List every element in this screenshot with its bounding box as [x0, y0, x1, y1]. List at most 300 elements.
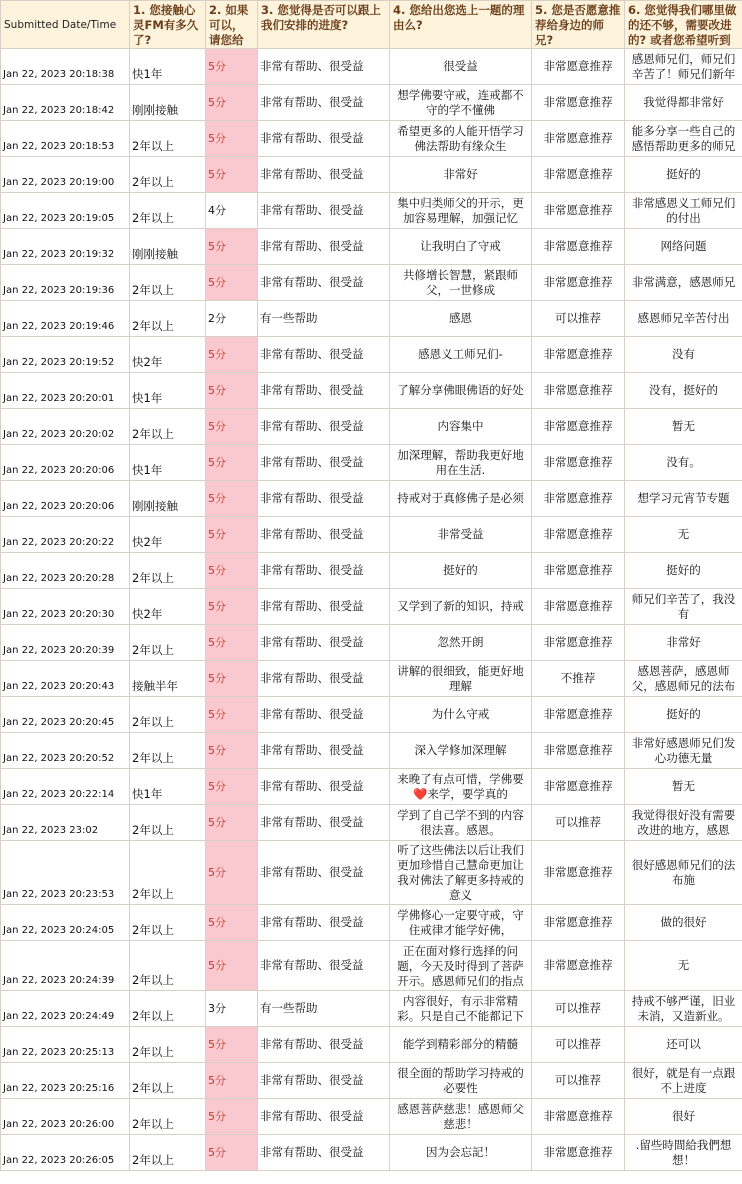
score-cell[interactable]: 5分: [206, 445, 258, 481]
reason-cell-text: 深入学修加深理解: [414, 743, 507, 757]
recommend-cell[interactable]: 非常愿意推荐: [532, 409, 625, 445]
table-row: [1, 1135, 742, 1171]
improve-cell-text: 非常好感恩师兄们发心功德无量: [631, 735, 736, 765]
reason-cell[interactable]: [390, 193, 532, 229]
recommend-cell[interactable]: 可以推荐: [532, 805, 625, 841]
score-cell[interactable]: 5分: [206, 1063, 258, 1099]
table-row: [1, 905, 742, 941]
header-q5-recommend[interactable]: 5. 您是否愿意推荐给身边的师兄?: [532, 1, 625, 49]
table-row: [1, 85, 742, 121]
table-body: [1, 49, 742, 1171]
score-cell[interactable]: 5分: [206, 805, 258, 841]
date-cell[interactable]: Jan 22, 2023 20:25:13: [1, 1027, 130, 1063]
improve-cell-text: 做的很好: [660, 915, 707, 929]
table-row: [1, 265, 742, 301]
table-row: [1, 445, 742, 481]
improve-cell-text: 非常满意，感恩师兄: [631, 275, 736, 289]
score-cell[interactable]: 5分: [206, 941, 258, 991]
reason-cell-text: 学佛修心一定要守戒，守住戒律才能学好佛，: [397, 907, 524, 937]
table-row: [1, 769, 742, 805]
table-row: [1, 193, 742, 229]
date-cell[interactable]: Jan 22, 2023 20:18:38: [1, 49, 130, 85]
reason-cell[interactable]: [390, 941, 532, 991]
reason-cell[interactable]: [390, 1063, 532, 1099]
duration-cell[interactable]: 2年以上: [130, 991, 206, 1027]
date-cell[interactable]: Jan 22, 2023 20:20:01: [1, 373, 130, 409]
duration-cell[interactable]: 2年以上: [130, 1135, 206, 1171]
score-cell[interactable]: 5分: [206, 409, 258, 445]
header-q6-improve[interactable]: 6. 您觉得我们哪里做的还不够，需要改进的? 或者您希望听到: [625, 1, 742, 49]
pace-cell[interactable]: 非常有帮助、很受益: [258, 733, 390, 769]
improve-cell[interactable]: [625, 121, 742, 157]
score-cell[interactable]: 5分: [206, 661, 258, 697]
pace-cell[interactable]: 非常有帮助、很受益: [258, 337, 390, 373]
improve-cell[interactable]: [625, 85, 742, 121]
improve-cell[interactable]: [625, 157, 742, 193]
recommend-cell[interactable]: 非常愿意推荐: [532, 121, 625, 157]
duration-cell[interactable]: 2年以上: [130, 301, 206, 337]
reason-cell[interactable]: [390, 85, 532, 121]
date-cell[interactable]: Jan 22, 2023 20:24:05: [1, 905, 130, 941]
score-cell[interactable]: 5分: [206, 481, 258, 517]
date-cell[interactable]: Jan 22, 2023 20:20:39: [1, 625, 130, 661]
score-cell[interactable]: 5分: [206, 841, 258, 905]
pace-cell[interactable]: 非常有帮助、很受益: [258, 697, 390, 733]
date-cell[interactable]: Jan 22, 2023 20:19:46: [1, 301, 130, 337]
reason-cell[interactable]: [390, 589, 532, 625]
pace-cell[interactable]: 非常有帮助、很受益: [258, 49, 390, 85]
recommend-cell[interactable]: 可以推荐: [532, 991, 625, 1027]
date-cell[interactable]: Jan 22, 2023 20:19:05: [1, 193, 130, 229]
reason-cell-text: 很受益: [443, 59, 478, 73]
improve-cell-text: 很好，就是有一点跟不上进度: [631, 1065, 736, 1095]
improve-cell-text: 挺好的: [666, 167, 701, 181]
date-cell[interactable]: Jan 22, 2023 20:19:32: [1, 229, 130, 265]
date-cell[interactable]: Jan 22, 2023 20:18:42: [1, 85, 130, 121]
improve-cell-text: 持戒不够严谨，旧业未消，又造新业。: [631, 993, 736, 1023]
recommend-cell[interactable]: 非常愿意推荐: [532, 1135, 625, 1171]
date-cell[interactable]: Jan 22, 2023 20:20:28: [1, 553, 130, 589]
improve-cell-text: 很好感恩师兄们的法布施: [631, 857, 736, 887]
reason-cell[interactable]: [390, 769, 532, 805]
date-cell[interactable]: Jan 22, 2023 20:20:06: [1, 481, 130, 517]
date-cell[interactable]: Jan 22, 2023 20:20:02: [1, 409, 130, 445]
date-cell[interactable]: Jan 22, 2023 20:26:00: [1, 1099, 130, 1135]
improve-cell-text: 很好: [672, 1109, 695, 1123]
date-cell[interactable]: Jan 22, 2023 20:19:00: [1, 157, 130, 193]
reason-cell[interactable]: [390, 841, 532, 905]
header-submitted-date[interactable]: Submitted Date/Time: [1, 1, 130, 49]
score-cell[interactable]: 5分: [206, 373, 258, 409]
table-row: [1, 229, 742, 265]
reason-cell[interactable]: [390, 373, 532, 409]
recommend-cell[interactable]: 非常愿意推荐: [532, 553, 625, 589]
reason-cell[interactable]: [390, 1135, 532, 1171]
reason-cell[interactable]: [390, 481, 532, 517]
improve-cell[interactable]: [625, 445, 742, 481]
table-row: [1, 733, 742, 769]
improve-cell[interactable]: [625, 991, 742, 1027]
improve-cell-text: 挺好的: [666, 707, 701, 721]
score-cell[interactable]: 2分: [206, 301, 258, 337]
table-row: [1, 661, 742, 697]
improve-cell[interactable]: [625, 625, 742, 661]
table-row: [1, 49, 742, 85]
pace-cell[interactable]: 非常有帮助、很受益: [258, 941, 390, 991]
date-cell[interactable]: Jan 22, 2023 20:19:52: [1, 337, 130, 373]
recommend-cell[interactable]: 非常愿意推荐: [532, 337, 625, 373]
improve-cell-text: 没有。: [666, 455, 701, 469]
improve-cell[interactable]: [625, 1063, 742, 1099]
improve-cell[interactable]: [625, 841, 742, 905]
duration-cell[interactable]: 快1年: [130, 49, 206, 85]
improve-cell-text: 感恩菩萨，感恩师父，感恩师兄的法布: [631, 663, 736, 693]
pace-cell[interactable]: 非常有帮助、很受益: [258, 1063, 390, 1099]
reason-cell[interactable]: [390, 301, 532, 337]
reason-cell-text: 讲解的很细致，能更好地理解: [397, 663, 524, 693]
reason-cell-text: 内容集中: [437, 419, 484, 433]
improve-cell[interactable]: [625, 373, 742, 409]
pace-cell[interactable]: 非常有帮助、很受益: [258, 445, 390, 481]
score-cell[interactable]: 5分: [206, 589, 258, 625]
duration-cell[interactable]: 2年以上: [130, 1099, 206, 1135]
table-row: [1, 481, 742, 517]
recommend-cell[interactable]: 非常愿意推荐: [532, 373, 625, 409]
score-cell[interactable]: 5分: [206, 1099, 258, 1135]
table-row: [1, 805, 742, 841]
table-row: [1, 941, 742, 991]
reason-cell-text: 又学到了新的知识，持戒: [397, 599, 524, 613]
duration-cell[interactable]: 2年以上: [130, 553, 206, 589]
table-row: [1, 409, 742, 445]
recommend-cell[interactable]: 非常愿意推荐: [532, 265, 625, 301]
table-row: [1, 1099, 742, 1135]
duration-cell[interactable]: 刚刚接触: [130, 229, 206, 265]
improve-cell[interactable]: [625, 733, 742, 769]
date-cell[interactable]: Jan 22, 2023 20:24:39: [1, 941, 130, 991]
recommend-cell[interactable]: 非常愿意推荐: [532, 193, 625, 229]
reason-cell[interactable]: [390, 409, 532, 445]
score-cell[interactable]: 3分: [206, 991, 258, 1027]
pace-cell[interactable]: 非常有帮助、很受益: [258, 85, 390, 121]
score-cell[interactable]: 5分: [206, 1027, 258, 1063]
improve-cell[interactable]: [625, 1027, 742, 1063]
recommend-cell[interactable]: 非常愿意推荐: [532, 589, 625, 625]
pace-cell[interactable]: 有一些帮助: [258, 301, 390, 337]
score-cell[interactable]: 5分: [206, 121, 258, 157]
pace-cell[interactable]: 非常有帮助、很受益: [258, 121, 390, 157]
pace-cell[interactable]: 非常有帮助、很受益: [258, 769, 390, 805]
pace-cell[interactable]: 非常有帮助、很受益: [258, 265, 390, 301]
pace-cell[interactable]: 非常有帮助、很受益: [258, 841, 390, 905]
duration-cell[interactable]: 2年以上: [130, 265, 206, 301]
improve-cell[interactable]: [625, 805, 742, 841]
recommend-cell[interactable]: 非常愿意推荐: [532, 229, 625, 265]
reason-cell[interactable]: [390, 229, 532, 265]
improve-cell[interactable]: [625, 193, 742, 229]
improve-cell[interactable]: [625, 697, 742, 733]
table-row: [1, 301, 742, 337]
reason-cell-text: 希望更多的人能开悟学习佛法帮助有缘众生: [397, 123, 524, 153]
recommend-cell[interactable]: 非常愿意推荐: [532, 733, 625, 769]
reason-cell[interactable]: [390, 517, 532, 553]
score-cell[interactable]: 5分: [206, 625, 258, 661]
improve-cell[interactable]: [625, 301, 742, 337]
improve-cell[interactable]: [625, 553, 742, 589]
duration-cell[interactable]: 2年以上: [130, 841, 206, 905]
reason-cell-text: 忽然开朗: [437, 635, 484, 649]
header-q2-score[interactable]: 2. 如果可以，请您给: [206, 1, 258, 49]
date-cell[interactable]: Jan 22, 2023 20:19:36: [1, 265, 130, 301]
pace-cell[interactable]: 非常有帮助、很受益: [258, 589, 390, 625]
reason-cell[interactable]: [390, 121, 532, 157]
reason-cell-text: 为什么守戒: [431, 707, 490, 721]
duration-cell[interactable]: 2年以上: [130, 193, 206, 229]
improve-cell[interactable]: [625, 1135, 742, 1171]
reason-cell-text: 学到了自己学不到的内容很法喜。感恩。: [397, 807, 524, 837]
date-cell[interactable]: Jan 22, 2023 20:23:53: [1, 841, 130, 905]
improve-cell-text: 感恩师兄们，师兄们辛苦了！师兄们新年: [631, 51, 736, 81]
reason-cell[interactable]: [390, 733, 532, 769]
reason-cell-text: 因为会忘記！: [426, 1145, 495, 1159]
recommend-cell[interactable]: 非常愿意推荐: [532, 905, 625, 941]
reason-cell[interactable]: [390, 445, 532, 481]
score-cell[interactable]: 5分: [206, 49, 258, 85]
recommend-cell[interactable]: 非常愿意推荐: [532, 841, 625, 905]
duration-cell[interactable]: 快1年: [130, 373, 206, 409]
improve-cell-text: .留些時間給我們想想！: [635, 1137, 732, 1167]
reason-cell-text: 能学到精彩部分的精髓: [403, 1037, 518, 1051]
reason-cell-text: 让我明白了守戒: [420, 239, 501, 253]
reason-cell-text: 集中归类师父的开示，更加容易理解，加强记忆: [397, 195, 524, 225]
pace-cell[interactable]: 非常有帮助、很受益: [258, 481, 390, 517]
score-cell[interactable]: 5分: [206, 517, 258, 553]
reason-cell[interactable]: [390, 625, 532, 661]
pace-cell[interactable]: 非常有帮助、很受益: [258, 517, 390, 553]
score-cell[interactable]: 5分: [206, 265, 258, 301]
reason-cell[interactable]: [390, 265, 532, 301]
improve-cell-text: 还可以: [666, 1037, 701, 1051]
score-cell[interactable]: 5分: [206, 229, 258, 265]
date-cell[interactable]: Jan 22, 2023 20:18:53: [1, 121, 130, 157]
improve-cell[interactable]: [625, 769, 742, 805]
pace-cell[interactable]: 非常有帮助、很受益: [258, 553, 390, 589]
table-row: [1, 697, 742, 733]
table-row: [1, 553, 742, 589]
table-row: [1, 841, 742, 905]
recommend-cell[interactable]: 可以推荐: [532, 1063, 625, 1099]
reason-cell[interactable]: [390, 1027, 532, 1063]
pace-cell[interactable]: 非常有帮助、很受益: [258, 1135, 390, 1171]
improve-cell-text: 感恩师兄辛苦付出: [637, 311, 730, 325]
duration-cell[interactable]: 快2年: [130, 517, 206, 553]
duration-cell[interactable]: 2年以上: [130, 157, 206, 193]
pace-cell[interactable]: 非常有帮助、很受益: [258, 1027, 390, 1063]
score-cell[interactable]: 5分: [206, 553, 258, 589]
improve-cell-text: 师兄们辛苦了，我没有: [631, 591, 736, 621]
improve-cell[interactable]: [625, 337, 742, 373]
score-cell[interactable]: 4分: [206, 193, 258, 229]
table-row: [1, 1063, 742, 1099]
duration-cell[interactable]: 接触半年: [130, 661, 206, 697]
improve-cell-text: 非常好: [666, 635, 701, 649]
duration-cell[interactable]: 刚刚接触: [130, 85, 206, 121]
reason-cell[interactable]: [390, 553, 532, 589]
date-cell[interactable]: Jan 22, 2023 23:02: [1, 805, 130, 841]
pace-cell[interactable]: 非常有帮助、很受益: [258, 905, 390, 941]
pace-cell[interactable]: 非常有帮助、很受益: [258, 157, 390, 193]
duration-cell[interactable]: 快2年: [130, 337, 206, 373]
reason-cell-text: 来晚了有点可惜，学佛要❤️来学，要学真的: [397, 771, 524, 801]
improve-cell-text: 暂无: [672, 419, 695, 433]
date-cell[interactable]: Jan 22, 2023 20:26:05: [1, 1135, 130, 1171]
improve-cell[interactable]: [625, 49, 742, 85]
score-cell[interactable]: 5分: [206, 1135, 258, 1171]
reason-cell[interactable]: [390, 805, 532, 841]
improve-cell-text: 我觉得都非常好: [643, 95, 724, 109]
score-cell[interactable]: 5分: [206, 337, 258, 373]
duration-cell[interactable]: 快2年: [130, 589, 206, 625]
recommend-cell[interactable]: 可以推荐: [532, 1027, 625, 1063]
reason-cell[interactable]: [390, 697, 532, 733]
reason-cell[interactable]: [390, 905, 532, 941]
table-row: [1, 121, 742, 157]
date-cell[interactable]: Jan 22, 2023 20:20:52: [1, 733, 130, 769]
recommend-cell[interactable]: 非常愿意推荐: [532, 1099, 625, 1135]
table-row: [1, 991, 742, 1027]
reason-cell-text: 持戒对于真修佛子是必须: [397, 491, 524, 505]
recommend-cell[interactable]: 非常愿意推荐: [532, 157, 625, 193]
reason-cell-text: 了解分享佛眼佛语的好处: [397, 383, 524, 397]
date-cell[interactable]: Jan 22, 2023 20:25:16: [1, 1063, 130, 1099]
recommend-cell[interactable]: 非常愿意推荐: [532, 49, 625, 85]
reason-cell[interactable]: [390, 1099, 532, 1135]
date-cell[interactable]: Jan 22, 2023 20:20:30: [1, 589, 130, 625]
duration-cell[interactable]: 快1年: [130, 769, 206, 805]
score-cell[interactable]: 5分: [206, 905, 258, 941]
date-cell[interactable]: Jan 22, 2023 20:20:06: [1, 445, 130, 481]
reason-cell[interactable]: [390, 337, 532, 373]
reason-cell-text: 想学佛要守戒，连戒都不守的学不懂佛: [397, 87, 524, 117]
score-cell[interactable]: 5分: [206, 157, 258, 193]
date-cell[interactable]: Jan 22, 2023 20:20:22: [1, 517, 130, 553]
score-cell[interactable]: 5分: [206, 769, 258, 805]
improve-cell[interactable]: [625, 1099, 742, 1135]
duration-cell[interactable]: 刚刚接触: [130, 481, 206, 517]
duration-cell[interactable]: 2年以上: [130, 1027, 206, 1063]
pace-cell[interactable]: 非常有帮助、很受益: [258, 193, 390, 229]
improve-cell-text: 挺好的: [666, 563, 701, 577]
duration-cell[interactable]: 2年以上: [130, 805, 206, 841]
score-cell[interactable]: 5分: [206, 85, 258, 121]
duration-cell[interactable]: 2年以上: [130, 625, 206, 661]
date-cell[interactable]: Jan 22, 2023 20:22:14: [1, 769, 130, 805]
score-cell[interactable]: 5分: [206, 733, 258, 769]
reason-cell-text: 很全面的帮助学习持戒的必要性: [397, 1065, 524, 1095]
improve-cell[interactable]: [625, 941, 742, 991]
pace-cell[interactable]: 非常有帮助、很受益: [258, 409, 390, 445]
improve-cell-text: 无: [677, 958, 690, 972]
table-row: [1, 517, 742, 553]
reason-cell-text: 内容很好，有示非常精彩。只是自己不能都记下: [397, 993, 524, 1023]
date-cell[interactable]: Jan 22, 2023 20:20:43: [1, 661, 130, 697]
improve-cell[interactable]: [625, 481, 742, 517]
reason-cell-text: 感恩义工师兄们-: [418, 347, 503, 361]
header-q4-reason[interactable]: 4. 您给出您选上一题的理由么?: [390, 1, 532, 49]
reason-cell-text: 挺好的: [443, 563, 478, 577]
recommend-cell[interactable]: 非常愿意推荐: [532, 445, 625, 481]
table-row: [1, 337, 742, 373]
pace-cell[interactable]: 非常有帮助、很受益: [258, 625, 390, 661]
header-q3-pace[interactable]: 3. 您觉得是否可以跟上我们安排的进度?: [258, 1, 390, 49]
pace-cell[interactable]: 非常有帮助、很受益: [258, 229, 390, 265]
reason-cell[interactable]: [390, 991, 532, 1027]
header-q1-duration[interactable]: 1. 您接触心灵FM有多久了?: [130, 1, 206, 49]
pace-cell[interactable]: 有一些帮助: [258, 991, 390, 1027]
recommend-cell[interactable]: 非常愿意推荐: [532, 625, 625, 661]
duration-cell[interactable]: 2年以上: [130, 941, 206, 991]
date-cell[interactable]: Jan 22, 2023 20:24:49: [1, 991, 130, 1027]
reason-cell-text: 加深理解，帮助我更好地用在生活.: [397, 447, 524, 477]
table-row: [1, 1027, 742, 1063]
recommend-cell[interactable]: 非常愿意推荐: [532, 697, 625, 733]
duration-cell[interactable]: 2年以上: [130, 1063, 206, 1099]
pace-cell[interactable]: 非常有帮助、很受益: [258, 373, 390, 409]
reason-cell-text: 共修增长智慧，紧跟师父，一世修成: [403, 267, 518, 297]
reason-cell-text: 非常好: [443, 167, 478, 181]
recommend-cell[interactable]: 非常愿意推荐: [532, 517, 625, 553]
recommend-cell[interactable]: 非常愿意推荐: [532, 85, 625, 121]
reason-cell-text: 听了这些佛法以后让我们更加珍惜自己慧命更加让我对佛法了解更多持戒的意义: [397, 842, 524, 902]
improve-cell-text: 暂无: [672, 779, 695, 793]
improve-cell-text: 没有: [672, 347, 695, 361]
improve-cell-text: 我觉得很好没有需要改进的地方，感恩: [631, 807, 736, 837]
improve-cell[interactable]: [625, 409, 742, 445]
improve-cell[interactable]: [625, 229, 742, 265]
pace-cell[interactable]: 非常有帮助、很受益: [258, 1099, 390, 1135]
table-row: [1, 157, 742, 193]
recommend-cell[interactable]: 可以推荐: [532, 301, 625, 337]
reason-cell[interactable]: [390, 49, 532, 85]
improve-cell-text: 无: [677, 527, 690, 541]
duration-cell[interactable]: 2年以上: [130, 121, 206, 157]
recommend-cell[interactable]: 不推荐: [532, 661, 625, 697]
improve-cell-text: 想学习元宵节专题: [637, 491, 730, 505]
improve-cell[interactable]: [625, 517, 742, 553]
duration-cell[interactable]: 2年以上: [130, 905, 206, 941]
duration-cell[interactable]: 2年以上: [130, 733, 206, 769]
duration-cell[interactable]: 2年以上: [130, 697, 206, 733]
recommend-cell[interactable]: 非常愿意推荐: [532, 769, 625, 805]
duration-cell[interactable]: 2年以上: [130, 409, 206, 445]
improve-cell-text: 网络问题: [660, 239, 707, 253]
improve-cell[interactable]: [625, 589, 742, 625]
score-cell[interactable]: 5分: [206, 697, 258, 733]
header-row: [1, 1, 742, 49]
recommend-cell[interactable]: 非常愿意推荐: [532, 941, 625, 991]
reason-cell[interactable]: [390, 157, 532, 193]
date-cell[interactable]: Jan 22, 2023 20:20:45: [1, 697, 130, 733]
reason-cell[interactable]: [390, 661, 532, 697]
pace-cell[interactable]: 非常有帮助、很受益: [258, 661, 390, 697]
improve-cell[interactable]: [625, 265, 742, 301]
duration-cell[interactable]: 快1年: [130, 445, 206, 481]
pace-cell[interactable]: 非常有帮助、很受益: [258, 805, 390, 841]
improve-cell[interactable]: [625, 905, 742, 941]
recommend-cell[interactable]: 非常愿意推荐: [532, 481, 625, 517]
improve-cell[interactable]: [625, 661, 742, 697]
table-row: [1, 589, 742, 625]
